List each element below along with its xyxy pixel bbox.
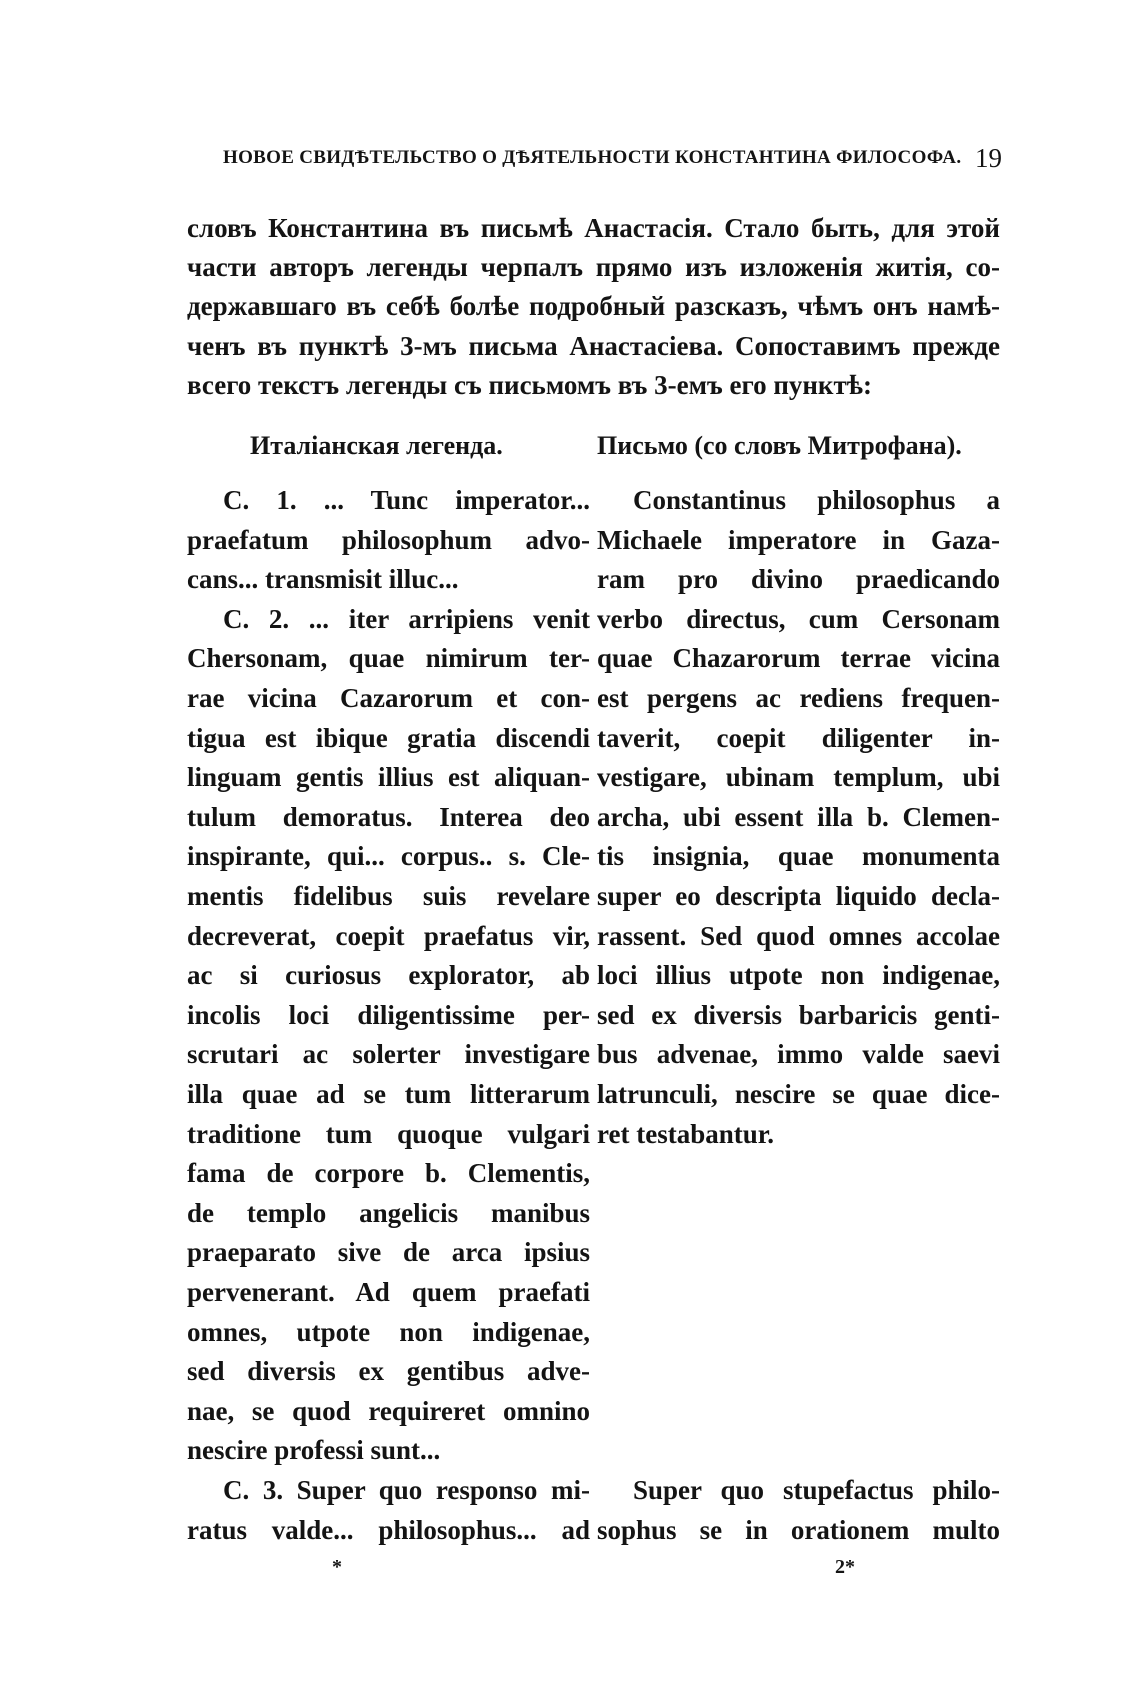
text-line: tigua est ibique gratia discendi [187,722,590,753]
text-line: pervenerant. Ad quem praefati [187,1277,590,1307]
text-line: tulum demoratus. Interea deo [187,801,590,832]
text-line: super eo descripta liquido decla- [597,881,1000,911]
left-column-heading: Италіанская легенда. [250,431,503,460]
text-line: всего текстъ легенды съ письмомъ въ 3-емъ его пунктѣ: [187,369,872,400]
text-line: nescire professi sunt... [187,1435,441,1466]
footer-signature-mark: * [332,1556,342,1578]
text-line: ac si curiosus explorator, ab [187,960,590,991]
text-line: de templo angelicis manibus [187,1197,590,1228]
footer-signature-number: 2* [835,1556,855,1578]
text-line: traditione tum quoque vulgari [187,1118,590,1149]
text-line: illa quae ad se tum litterarum [187,1079,590,1109]
text-line: praefatum philosophum advo- [187,524,590,555]
text-line: decreverat, coepit praefatus vir, [187,920,590,951]
text-line: nae, se quod requireret omnino [187,1395,590,1426]
text-line: державшаго въ себѣ болѣе подробный разсказъ, чѣмъ онъ намѣ- [187,291,1000,322]
text-line: rassent. Sed quod omnes accolae [597,920,1000,951]
text-line: scrutari ac solerter investigare [187,1039,590,1070]
text-line: словъ Константина въ письмѣ Анастасія. Стало быть, для этой [187,213,1000,243]
text-line: bus advenae, immo valde saevi [597,1039,1000,1070]
text-line: verbo directus, cum Cersonam [597,603,1000,634]
text-line: mentis fidelibus suis revelare [187,881,590,911]
text-line: sed diversis ex gentibus adve- [187,1356,590,1387]
text-line: loci illius utpote non indigenae, [597,960,1000,991]
text-line: fama de corpore b. Clementis, [187,1158,590,1189]
text-line: ченъ въ пунктѣ 3-мъ письма Анастасіева. Сопоставимъ прежде [187,330,1000,361]
text-line: incolis loci diligentissime per- [187,999,590,1030]
text-line: omnes, utpote non indigenae, [187,1316,590,1347]
text-line: Constantinus philosophus a [633,485,1000,515]
text-line: Super quo stupefactus philo- [633,1475,1000,1505]
text-line: rae vicina Cazarorum et con- [187,683,590,713]
text-line: sophus se in orationem multo [597,1514,1000,1545]
page-number: 19 [975,143,1002,173]
text-line: praeparato sive de arca ipsius [187,1237,590,1268]
text-line: ratus valde... philosophus... ad [187,1514,590,1545]
text-line: C. 1. ... Tunc imperator... [223,485,590,515]
text-line: части авторъ легенды черпалъ прямо изъ изложенія житія, со- [187,252,1000,283]
text-line: sed ex diversis barbaricis genti- [597,999,1000,1030]
text-line: C. 3. Super quo responso mi- [223,1475,590,1505]
text-line: est pergens ac rediens frequen- [597,683,1000,713]
text-line: archa, ubi essent illa b. Clemen- [597,801,1000,832]
text-line: cans... transmisit illuc... [187,564,459,595]
text-line: ram pro divino praedicando [597,564,1000,595]
text-line: Chersonam, quae nimirum ter- [187,643,590,674]
text-line: tis insignia, quae monumenta [597,841,1000,872]
text-line: latrunculi, nescire se quae dice- [597,1079,1000,1109]
text-line: Michaele imperatore in Gaza- [597,524,1000,555]
text-line: vestigare, ubinam templum, ubi [597,762,1000,793]
text-line: taverit, coepit diligenter in- [597,722,1000,753]
text-line: linguam gentis illius est aliquan- [187,762,590,793]
text-line: C. 2. ... iter arripiens venit [223,603,590,634]
text-line: inspirante, qui... corpus.. s. Cle- [187,841,590,872]
text-line: quae Chazarorum terrae vicina [597,643,1000,674]
running-head-title: НОВОЕ СВИДѢТЕЛЬСТВО О ДѢЯТЕЛЬНОСТИ КОНСТАНТИНА ФИЛОСОФА. [223,147,962,168]
text-line: ret testabantur. [597,1118,774,1149]
right-column-heading: Письмо (со словъ Митрофана). [597,431,962,460]
